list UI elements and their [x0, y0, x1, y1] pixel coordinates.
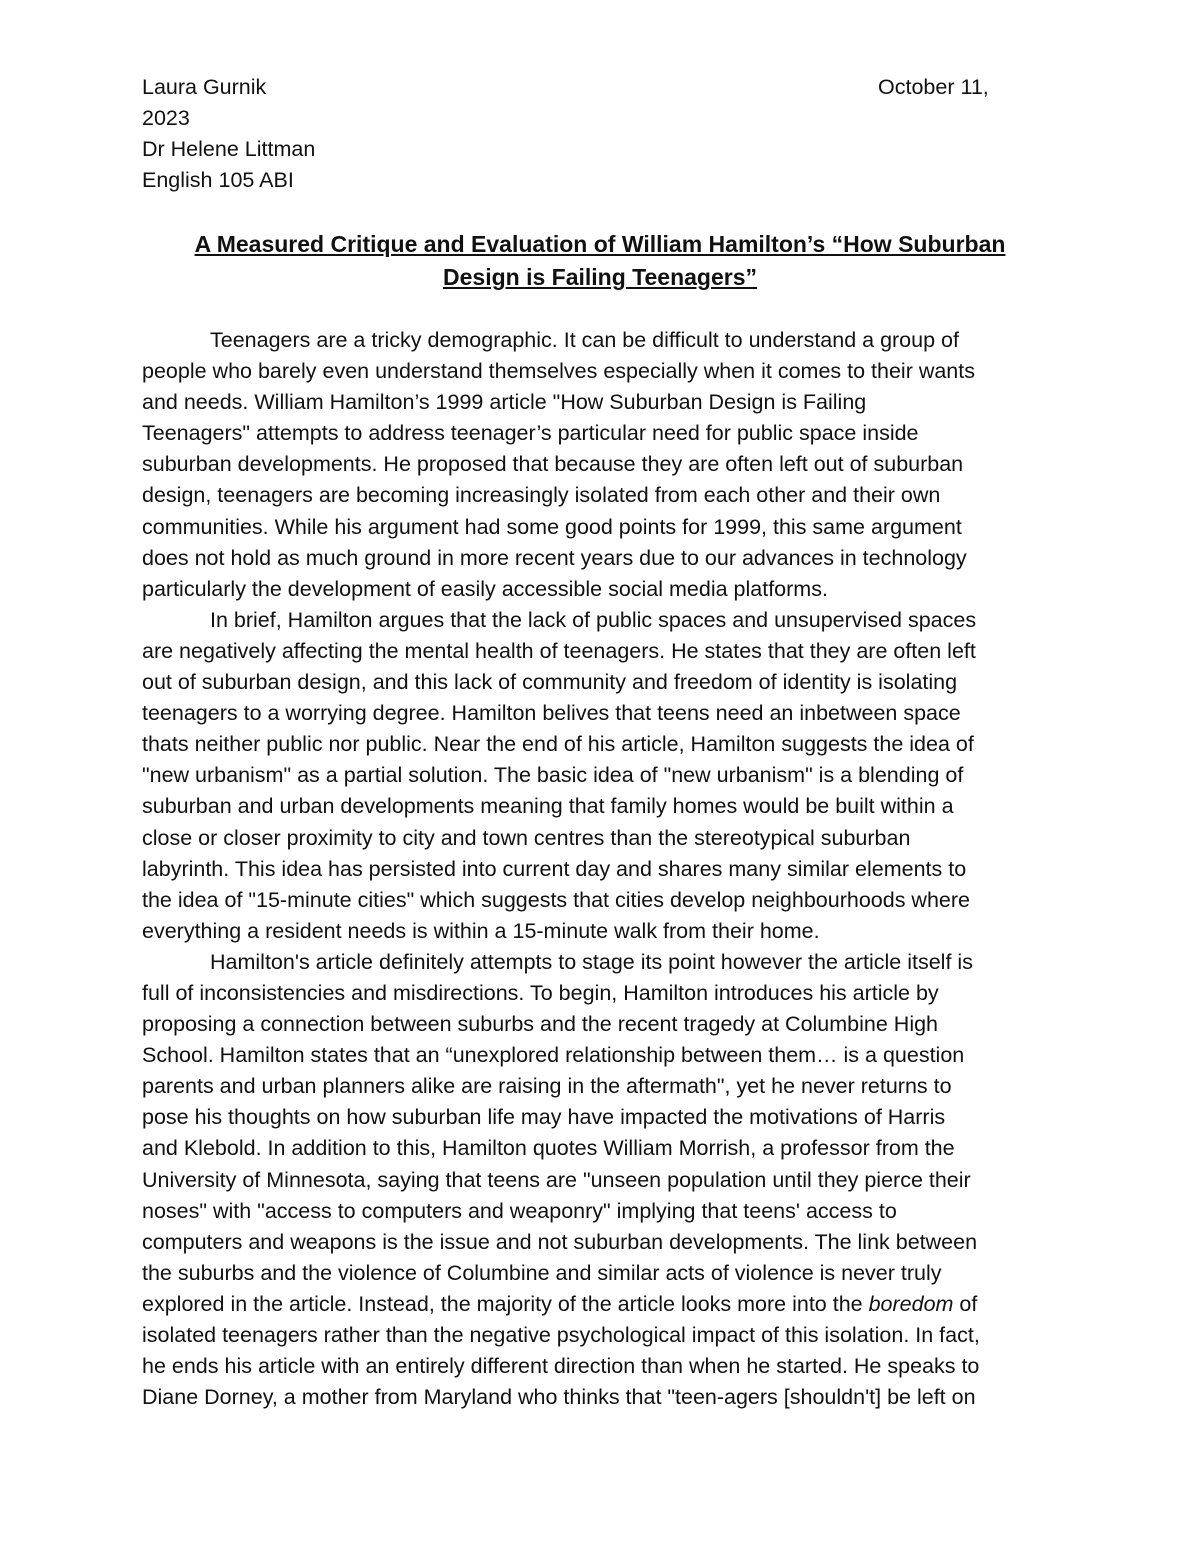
paragraph-1-line: does not hold as much ground in more recent years due to our advances in technology — [142, 545, 967, 570]
title-line-2: Design is Failing Teenagers” — [443, 264, 757, 290]
line-text-before: explored in the article. Instead, the majority of the article looks more into the — [142, 1291, 869, 1316]
paragraph-3-line: the suburbs and the violence of Columbine and similar acts of violence is never truly — [142, 1260, 942, 1285]
paragraph-3-line: he ends his article with an entirely different direction than when he started. He speaks to — [142, 1354, 980, 1379]
paragraph-3-line: computers and weapons is the issue and not suburban developments. The link between — [142, 1229, 978, 1254]
paragraph-1-line: particularly the development of easily accessible social media platforms. — [142, 576, 828, 601]
paragraph-2-line: thats neither public nor public. Near the end of his article, Hamilton suggests the idea of — [142, 732, 974, 757]
paragraph-1-line: and needs. William Hamilton’s 1999 article "How Suburban Design is Failing — [142, 390, 867, 415]
paragraph-3-line: isolated teenagers rather than the negative psychological impact of this isolation. In fact, — [142, 1323, 980, 1347]
emphasized-word: boredom — [868, 1291, 954, 1316]
paragraph-3-line: School. Hamilton states that an “unexplored relationship between them… is a question — [142, 1043, 965, 1068]
paragraph-2-line: In brief, Hamilton argues that the lack of public spaces and unsupervised spaces — [210, 607, 977, 632]
paragraph-1-line: communities. While his argument had some good points for 1999, this same argument — [142, 514, 962, 539]
header-block — [142, 72, 1062, 196]
paragraph-2-line: teenagers to a worrying degree. Hamilton belives that teens need an inbetween space — [142, 701, 961, 726]
author-name: Laura Gurnik — [142, 75, 267, 99]
essay-title — [130, 228, 1070, 294]
paragraph-2-line: close or closer proximity to city and town centres than the stereotypical suburban — [142, 825, 911, 850]
paragraph-3-line: and Klebold. In addition to this, Hamilton quotes William Morrish, a professor from the — [142, 1136, 955, 1161]
paragraph-3-line: University of Minnesota, saying that teens are "unseen population until they pierce their — [142, 1167, 971, 1192]
date-line-2: 2023 — [142, 106, 190, 130]
line-text-after: of — [953, 1291, 978, 1316]
paragraph-2-line: are negatively affecting the mental health of teenagers. He states that they are often left — [142, 638, 976, 663]
paragraph-3-line-emphasis — [142, 1289, 1072, 1320]
paragraph-1-line: suburban developments. He proposed that because they are often left out of suburban — [142, 452, 964, 477]
paragraph-2-line: suburban and urban developments meaning that family homes would be built within a — [142, 794, 954, 819]
essay-body — [142, 325, 1072, 1413]
paragraph-1-line: Teenagers are a tricky demographic. It can be difficult to understand a group of — [210, 328, 959, 352]
paragraph-2-line: labyrinth. This idea has persisted into current day and shares many similar elements to — [142, 856, 967, 881]
paragraph-3-line: parents and urban planners alike are raising in the aftermath", yet he never returns to — [142, 1074, 952, 1099]
paragraph-1-line: people who barely even understand themselves especially when it comes to their wants — [142, 359, 975, 384]
paragraph-2-line: everything a resident needs is within a 15-minute walk from their home. — [142, 918, 820, 943]
paragraph-3-line: noses" with "access to computers and weaponry" implying that teens' access to — [142, 1198, 897, 1223]
paragraph-3-line: Diane Dorney, a mother from Maryland who thinks that "teen-agers [shouldn't] be left on — [142, 1385, 976, 1410]
paragraph-1-line: design, teenagers are becoming increasingly isolated from each other and their own — [142, 483, 941, 508]
paragraph-1-line: Teenagers" attempts to address teenager’s particular need for public space inside — [142, 421, 919, 446]
date-line-1: October 11, — [878, 75, 989, 99]
paragraph-3-line: full of inconsistencies and misdirections. To begin, Hamilton introduces his article by — [142, 980, 939, 1005]
title-line-1: A Measured Critique and Evaluation of William Hamilton’s “How Suburban — [194, 231, 1006, 257]
instructor-name: Dr Helene Littman — [142, 137, 316, 161]
course-name: English 105 ABI — [142, 168, 294, 192]
paragraph-3-line: Hamilton's article definitely attempts to stage its point however the article itself is — [210, 949, 973, 974]
paragraph-3-line: proposing a connection between suburbs and the recent tragedy at Columbine High — [142, 1012, 939, 1037]
paragraph-3-line: pose his thoughts on how suburban life may have impacted the motivations of Harris — [142, 1105, 946, 1130]
paragraph-2-line: out of suburban design, and this lack of community and freedom of identity is isolating — [142, 670, 958, 695]
paragraph-2-line: "new urbanism" as a partial solution. The basic idea of "new urbanism" is a blending of — [142, 763, 964, 788]
paragraph-2-line: the idea of "15-minute cities" which suggests that cities develop neighbourhoods where — [142, 887, 970, 912]
